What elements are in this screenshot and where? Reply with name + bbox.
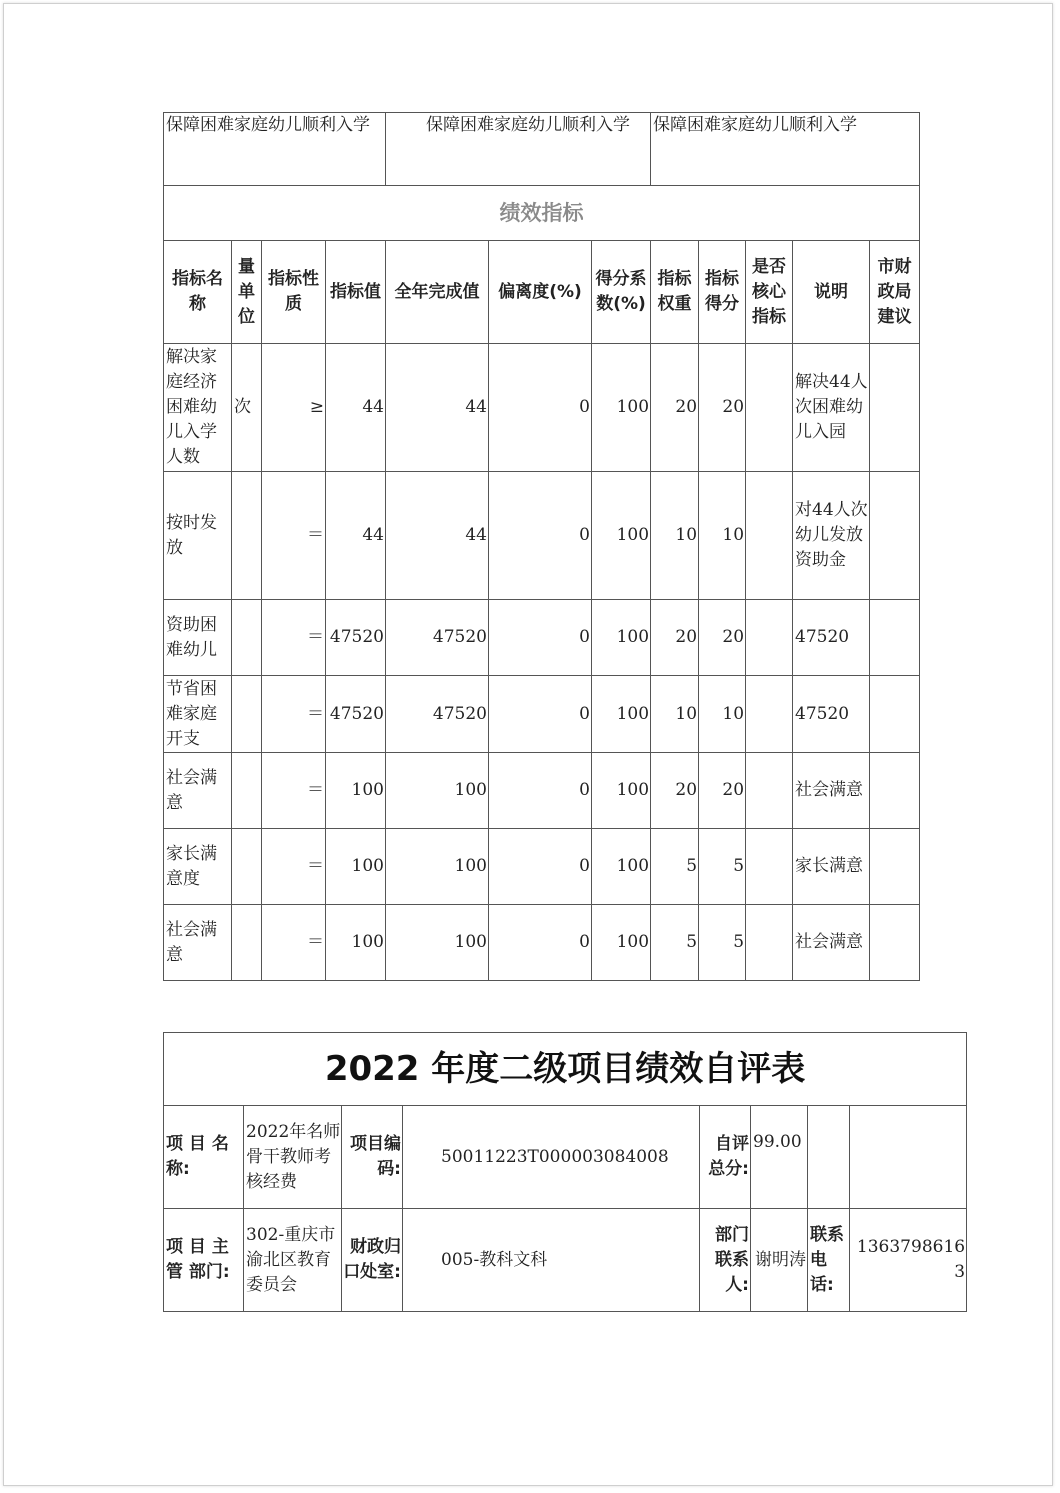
indicator-desc: 47520: [793, 676, 870, 753]
indicator-unit: [232, 905, 262, 981]
indicator-nature: ＝: [262, 600, 326, 676]
blank-cell: [808, 1106, 850, 1209]
indicator-nature: ＝: [262, 472, 326, 600]
indicator-desc: 对44人次幼儿发放资助金: [793, 472, 870, 600]
header-desc: 说明: [793, 241, 870, 344]
indicator-coef: 100: [592, 753, 651, 829]
indicator-core: [746, 676, 793, 753]
indicator-nature: ＝: [262, 676, 326, 753]
indicator-finance: [870, 472, 920, 600]
indicator-core: [746, 905, 793, 981]
indicator-coef: 100: [592, 344, 651, 472]
header-target: 指标值: [326, 241, 386, 344]
phone-label: 联系电话:: [808, 1209, 850, 1312]
indicator-weight: 10: [651, 472, 699, 600]
indicator-unit: [232, 600, 262, 676]
indicator-target: 44: [326, 344, 386, 472]
goal-cell-1: 保障困难家庭幼儿顺利入学: [164, 113, 386, 186]
indicator-target: 100: [326, 905, 386, 981]
department-info-row: [164, 1209, 967, 1312]
indicator-target: 47520: [326, 600, 386, 676]
indicator-weight: 20: [651, 600, 699, 676]
indicator-nature: ≥: [262, 344, 326, 472]
indicator-core: [746, 600, 793, 676]
indicator-name: 节省困难家庭开支: [164, 676, 232, 753]
indicator-nature: ＝: [262, 905, 326, 981]
indicator-score: 5: [699, 905, 746, 981]
blank-cell: [850, 1106, 967, 1209]
header-nature: 指标性质: [262, 241, 326, 344]
indicator-deviation: 0: [489, 600, 592, 676]
indicator-name: 解决家庭经济困难幼儿入学人数: [164, 344, 232, 472]
indicator-weight: 10: [651, 676, 699, 753]
indicator-core: [746, 344, 793, 472]
project-name-value: 2022年名师骨干教师考核经费: [244, 1106, 342, 1209]
indicator-target: 100: [326, 829, 386, 905]
header-core: 是否核心指标: [746, 241, 793, 344]
indicator-actual: 44: [386, 344, 489, 472]
indicator-coef: 100: [592, 600, 651, 676]
form-title: 2022 年度二级项目绩效自评表: [164, 1033, 967, 1106]
indicator-score: 20: [699, 753, 746, 829]
indicator-weight: 20: [651, 344, 699, 472]
header-score-coef: 得分系数(%): [592, 241, 651, 344]
table-row: [164, 600, 920, 676]
indicator-weight: 5: [651, 905, 699, 981]
indicator-desc: 47520: [793, 600, 870, 676]
indicator-desc: 家长满意: [793, 829, 870, 905]
indicator-actual: 100: [386, 829, 489, 905]
table-row: [164, 829, 920, 905]
indicator-finance: [870, 344, 920, 472]
indicator-coef: 100: [592, 829, 651, 905]
indicator-finance: [870, 753, 920, 829]
indicator-weight: 5: [651, 829, 699, 905]
indicator-actual: 100: [386, 753, 489, 829]
contact-label: 部门联系人:: [700, 1209, 751, 1312]
performance-indicator-table: [163, 112, 920, 981]
department-label: 项 目 主管 部门:: [164, 1209, 244, 1312]
self-score-label: 自评总分:: [700, 1106, 751, 1209]
indicator-core: [746, 829, 793, 905]
header-unit: 量单位: [232, 241, 262, 344]
indicator-coef: 100: [592, 472, 651, 600]
contact-value: 谢明涛: [751, 1209, 808, 1312]
indicator-finance: [870, 600, 920, 676]
indicator-unit: [232, 753, 262, 829]
header-actual: 全年完成值: [386, 241, 489, 344]
indicator-name: 社会满意: [164, 753, 232, 829]
section-title: 绩效指标: [164, 186, 920, 241]
table-row: [164, 344, 920, 472]
indicator-score: 10: [699, 472, 746, 600]
indicator-name: 社会满意: [164, 905, 232, 981]
project-code-value: 50011223T000003084008: [403, 1106, 700, 1209]
indicator-name: 家长满意度: [164, 829, 232, 905]
indicator-target: 47520: [326, 676, 386, 753]
indicator-finance: [870, 829, 920, 905]
indicator-deviation: 0: [489, 472, 592, 600]
indicator-target: 100: [326, 753, 386, 829]
goal-cell-2: 保障困难家庭幼儿顺利入学: [386, 113, 651, 186]
indicator-name: 按时发放: [164, 472, 232, 600]
indicator-score: 5: [699, 829, 746, 905]
finance-office-label: 财政归口处室:: [342, 1209, 403, 1312]
header-deviation: 偏离度(%): [489, 241, 592, 344]
header-row: [164, 241, 920, 344]
goal-cell-3: 保障困难家庭幼儿顺利入学: [651, 113, 920, 186]
indicator-score: 20: [699, 344, 746, 472]
indicator-desc: 社会满意: [793, 905, 870, 981]
header-name: 指标名称: [164, 241, 232, 344]
indicator-unit: [232, 676, 262, 753]
table-row: [164, 905, 920, 981]
indicator-score: 10: [699, 676, 746, 753]
indicator-name: 资助困难幼儿: [164, 600, 232, 676]
indicator-weight: 20: [651, 753, 699, 829]
indicator-desc: 解决44人次困难幼儿入园: [793, 344, 870, 472]
indicator-target: 44: [326, 472, 386, 600]
indicator-actual: 47520: [386, 676, 489, 753]
project-goal-row: [164, 113, 920, 186]
indicator-unit: [232, 472, 262, 600]
header-weight: 指标权重: [651, 241, 699, 344]
indicator-deviation: 0: [489, 905, 592, 981]
project-info-row: [164, 1106, 967, 1209]
indicator-actual: 100: [386, 905, 489, 981]
indicator-coef: 100: [592, 676, 651, 753]
indicator-nature: ＝: [262, 829, 326, 905]
indicator-finance: [870, 676, 920, 753]
self-score-value: 99.00: [751, 1106, 808, 1209]
header-finance: 市财政局建议: [870, 241, 920, 344]
indicator-deviation: 0: [489, 344, 592, 472]
indicator-core: [746, 753, 793, 829]
finance-office-value: 005-教科文科: [403, 1209, 700, 1312]
indicator-unit: [232, 829, 262, 905]
header-score: 指标得分: [699, 241, 746, 344]
indicator-deviation: 0: [489, 829, 592, 905]
table-row: [164, 676, 920, 753]
indicator-core: [746, 472, 793, 600]
indicator-unit: 次: [232, 344, 262, 472]
self-evaluation-form: [163, 1032, 967, 1312]
table-row: [164, 472, 920, 600]
indicator-nature: ＝: [262, 753, 326, 829]
project-code-label: 项目编码:: [342, 1106, 403, 1209]
indicator-desc: 社会满意: [793, 753, 870, 829]
indicator-actual: 47520: [386, 600, 489, 676]
department-value: 302-重庆市渝北区教育委员会: [244, 1209, 342, 1312]
indicator-finance: [870, 905, 920, 981]
phone-value: 13637986163: [850, 1209, 967, 1312]
indicator-score: 20: [699, 600, 746, 676]
table-row: [164, 753, 920, 829]
indicator-coef: 100: [592, 905, 651, 981]
indicator-deviation: 0: [489, 676, 592, 753]
project-name-label: 项 目 名称:: [164, 1106, 244, 1209]
indicator-actual: 44: [386, 472, 489, 600]
indicator-deviation: 0: [489, 753, 592, 829]
